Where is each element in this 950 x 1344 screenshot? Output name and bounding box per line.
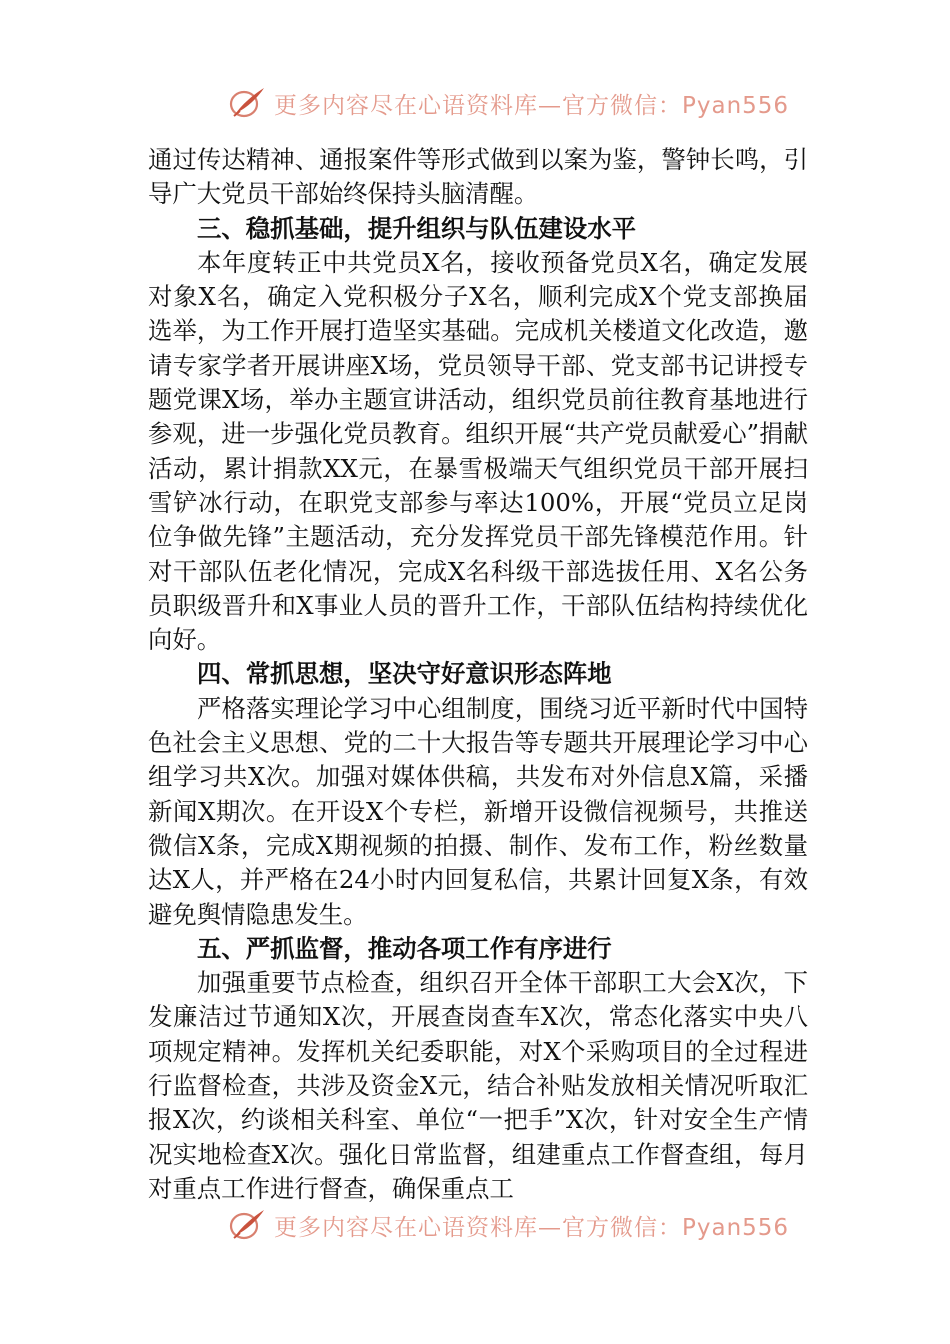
section-heading-5: 五、严抓监督，推动各项工作有序进行 (197, 933, 612, 963)
document-body (148, 143, 808, 1206)
quill-circle-logo-icon (228, 1207, 268, 1243)
paragraph-continued: 通过传达精神、通报案件等形式做到以案为鉴，警钟长鸣，引导广大党员干部始终保持头脑清醒。 (148, 145, 808, 209)
paragraph-section-3: 本年度转正中共党员X名，接收预备党员X名，确定发展对象X名，确定入党积极分子X名，顺利完成X个党支部换届选举，为工作开展打造坚实基础。完成机关楼道文化改造，邀请专家学者开展讲座X场，党员领导干部、党支部书记讲授专题党课X场，举办主题宣讲活动，组织党员前往教育基地进行参观，进一步强化党员教育。组织开展“共产党员献爱心”捐献活动，累计捐款XX元，在暴雪极端天气组织党员干部开展扫雪铲冰行动，在职党支部参与率达100%，开展“党员立足岗位争做先锋”主题活动，充分发挥党员干部先锋模范作用。针对干部队伍老化情况，完成X名科级干部选拔任用、X名公务员职级晋升和X事业人员的晋升工作，干部队伍结构持续优化向好。 (148, 247, 808, 655)
quill-circle-logo-icon (228, 85, 268, 121)
paragraph-section-5: 加强重要节点检查，组织召开全体干部职工大会X次，下发廉洁过节通知X次，开展查岗查车X次，常态化落实中央八项规定精神。发挥机关纪委职能，对X个采购项目的全过程进行监督检查，共涉及资金X元，结合补贴发放相关情况听取汇报X次，约谈相关科室、单位“一把手”X次，针对安全生产情况实地检查X次。强化日常监督，组建重点工作督查组，每月对重点工作进行督查，确保重点工 (148, 968, 808, 1203)
watermark-footer (228, 1203, 790, 1241)
section-heading-3: 三、稳抓基础，提升组织与队伍建设水平 (197, 213, 637, 243)
paragraph-section-4: 严格落实理论学习中心组制度，围绕习近平新时代中国特色社会主义思想、党的二十大报告等专题共开展理论学习中心组学习共X次。加强对媒体供稿，共发布对外信息X篇，采播新闻X期次。在开设X个专栏，新增开设微信视频号，共推送微信X条，完成X期视频的拍摄、制作、发布工作，粉丝数量达X人，并严格在24小时内回复私信，共累计回复X条，有效避免舆情隐患发生。 (148, 693, 808, 929)
section-heading-4: 四、常抓思想，坚决守好意识形态阵地 (197, 659, 612, 689)
watermark-text: 更多内容尽在心语资料库—官方微信：Pyan556 (274, 1214, 790, 1241)
watermark-text: 更多内容尽在心语资料库—官方微信：Pyan556 (274, 92, 790, 119)
watermark-header (228, 83, 790, 123)
